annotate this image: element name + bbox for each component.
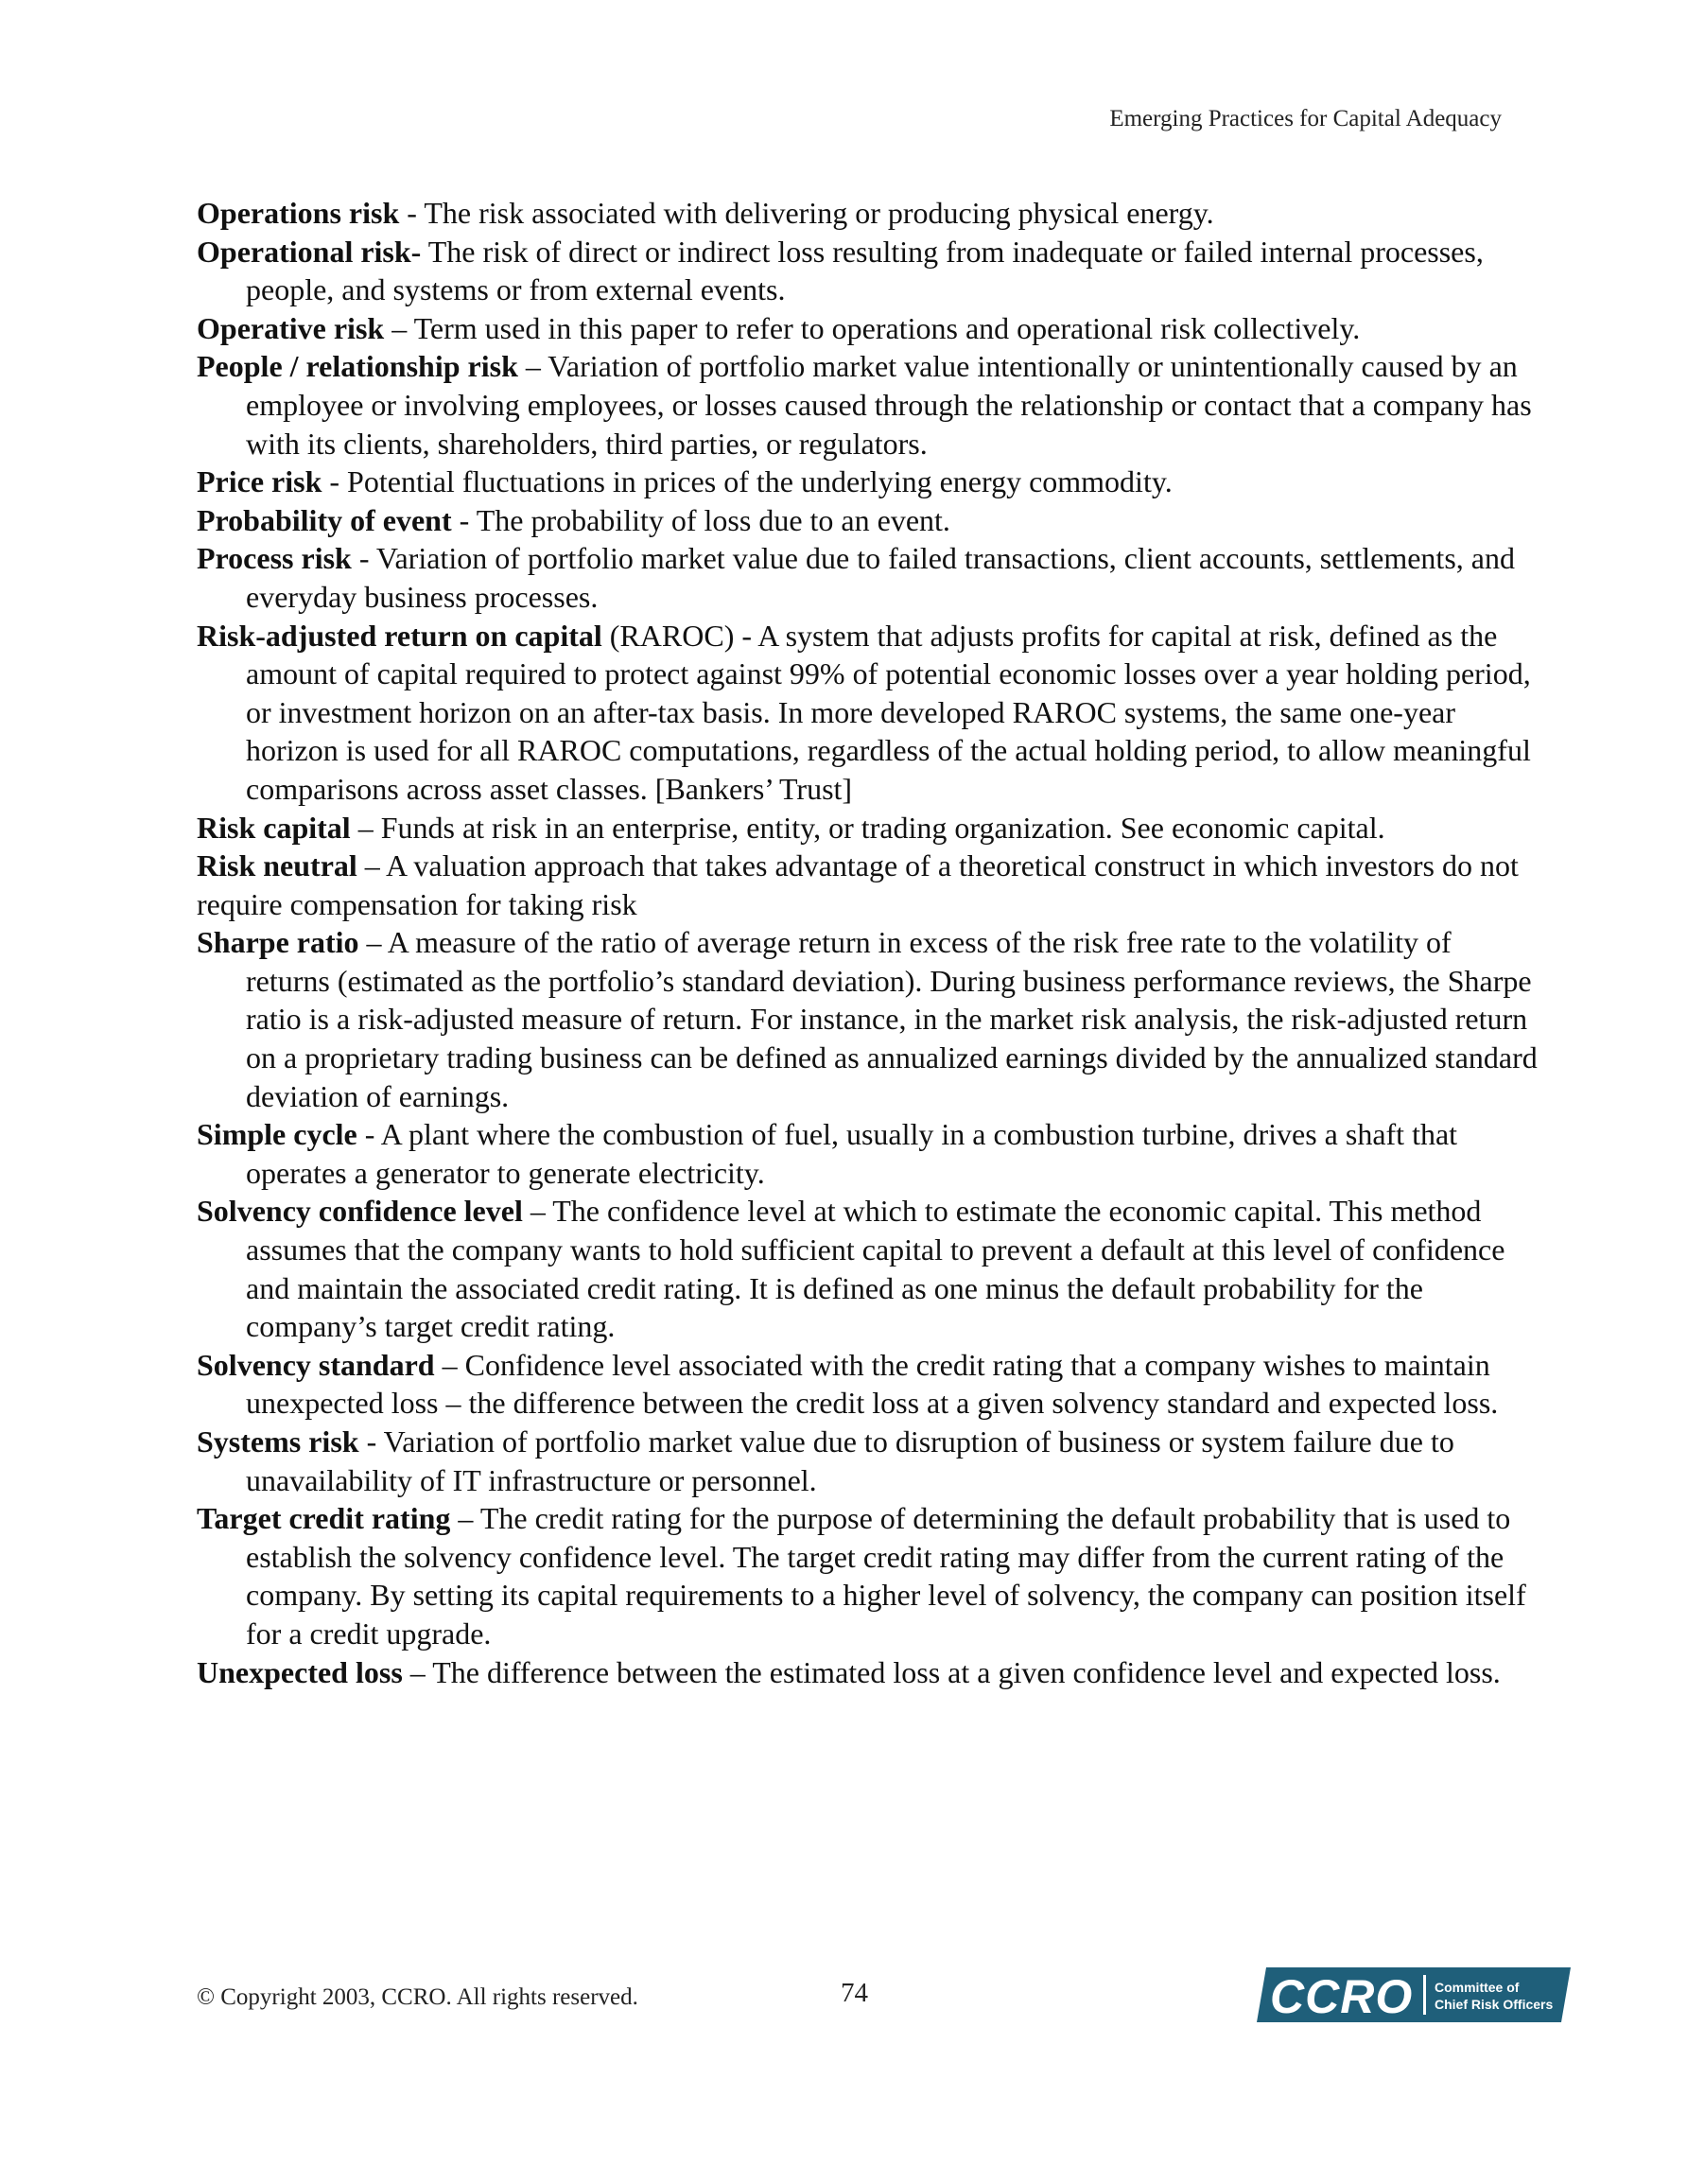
glossary-definition: – A measure of the ratio of average return in excess of the risk free rate to the volatility of returns (estimated as the portfolio’s standard deviation). During business performance reviews, the Sharpe ratio is a risk-adjusted measure of return. For instance, in the market risk analysis, the risk-adjusted return on a proprietary trading business can be defined as annualized earnings divided by the annualized standard deviation of earnings. [246,925,1538,1113]
glossary-entry [197,309,1539,348]
ccro-logo-line2: Chief Risk Officers [1435,1997,1554,2012]
glossary-entry [197,809,1539,847]
ccro-logo [1257,1967,1571,2022]
glossary-term: Sharpe ratio [197,925,359,960]
glossary-term: Unexpected loss [197,1654,403,1689]
glossary-term: People / relationship risk [197,349,518,384]
glossary-definition: – Funds at risk in an enterprise, entity, or trading organization. See economic capital. [350,810,1385,845]
page-number: 74 [841,1978,868,2008]
glossary-entry [197,539,1539,616]
glossary-entry [197,847,1539,923]
glossary-definition: – The difference between the estimated loss at a given confidence level and expected loss. [402,1654,1501,1689]
copyright-notice: © Copyright 2003, CCRO. All rights reserved. [197,1984,638,2010]
glossary-term: Price risk [197,464,322,499]
glossary-term: Operative risk [197,310,385,345]
glossary-entry [197,1192,1539,1345]
glossary-term: Risk neutral [197,848,357,883]
ccro-logo-line1: Committee of [1435,1980,1520,1995]
glossary-term: Risk capital [197,810,351,845]
glossary-definition: - Variation of portfolio market value due to disruption of business or system failure due to unavailability of IT infrastructure or personnel. [246,1424,1454,1497]
glossary-entry [197,463,1539,501]
glossary-term: Solvency confidence level [197,1194,523,1229]
glossary-definition: (RAROC) - A system that adjusts profits for capital at risk, defined as the amount of capital required to protect against 99% of potential economic losses over a year holding period, or investment horizon on an after-tax basis. In more developed RAROC systems, the same one-year horizon is used for all RAROC computations, regardless of the actual holding period, to allow meaningful comparisons across asset classes. [Bankers’ Trust] [246,618,1531,806]
glossary-definition: – Confidence level associated with the credit rating that a company wishes to maintain unexpected loss – the difference between the credit loss at a given solvency standard and expected loss. [246,1347,1499,1421]
glossary-definition: – Term used in this paper to refer to operations and operational risk collectively. [384,310,1361,345]
glossary-term: Operational risk- [197,234,422,269]
glossary-term: Process risk [197,541,352,576]
glossary-term: Target credit rating [197,1501,451,1536]
glossary-entry [197,501,1539,540]
glossary-definition: - The probability of loss due to an event. [451,502,950,537]
glossary-definition: - The risk associated with delivering or producing physical energy. [399,196,1214,230]
glossary-entry [197,1653,1539,1692]
glossary-term: Risk-adjusted return on capital [197,618,602,653]
glossary-definition: – The confidence level at which to estimate the economic capital. This method assumes that the company wants to hold sufficient capital to prevent a default at this level of confidence and maintain the associated credit rating. It is defined as one minus the default probability for the company’s target credit rating. [246,1194,1505,1344]
glossary-definition: – Variation of portfolio market value intentionally or unintentionally caused by an employee or involving employees, or losses caused through the relationship or contact that a company has with its clients, shareholders, third parties, or regulators. [246,349,1532,461]
glossary-list [197,194,1539,1691]
glossary-entry [197,347,1539,463]
glossary-entry [197,617,1539,809]
glossary-term: Probability of event [197,502,452,537]
glossary-definition: - Potential fluctuations in prices of the underlying energy commodity. [322,464,1173,499]
glossary-definition: - A plant where the combustion of fuel, usually in a combustion turbine, drives a shaft that operates a generator to generate electricity. [246,1117,1458,1190]
glossary-definition: – A valuation approach that takes advantage of a theoretical construct in which investors do not require compensation for taking risk [197,848,1519,921]
glossary-entry [197,1423,1539,1499]
glossary-entry [197,1115,1539,1192]
glossary-entry [197,194,1539,233]
glossary-term: Solvency standard [197,1347,435,1382]
glossary-definition: - Variation of portfolio market value due to failed transactions, client accounts, settlements, and everyday business processes. [246,541,1515,614]
running-header-title: Emerging Practices for Capital Adequacy [1109,106,1502,131]
ccro-logo-divider [1423,1975,1426,2015]
glossary-term: Simple cycle [197,1117,357,1152]
glossary-entry [197,1499,1539,1652]
glossary-definition: – The credit rating for the purpose of determining the default probability that is used to establish the solvency confidence level. The target credit rating may differ from the current rating of the company. By setting its capital requirements to a higher level of solvency, the company can position itself for a credit upgrade. [246,1501,1526,1651]
glossary-entry [197,233,1539,309]
glossary-entry [197,923,1539,1115]
glossary-term: Systems risk [197,1424,359,1459]
glossary-definition: The risk of direct or indirect loss resulting from inadequate or failed internal processes, people, and systems or from external events. [246,234,1484,307]
glossary-term: Operations risk [197,196,400,230]
ccro-logo-mark: CCRO [1270,1970,1414,2022]
glossary-entry [197,1346,1539,1423]
